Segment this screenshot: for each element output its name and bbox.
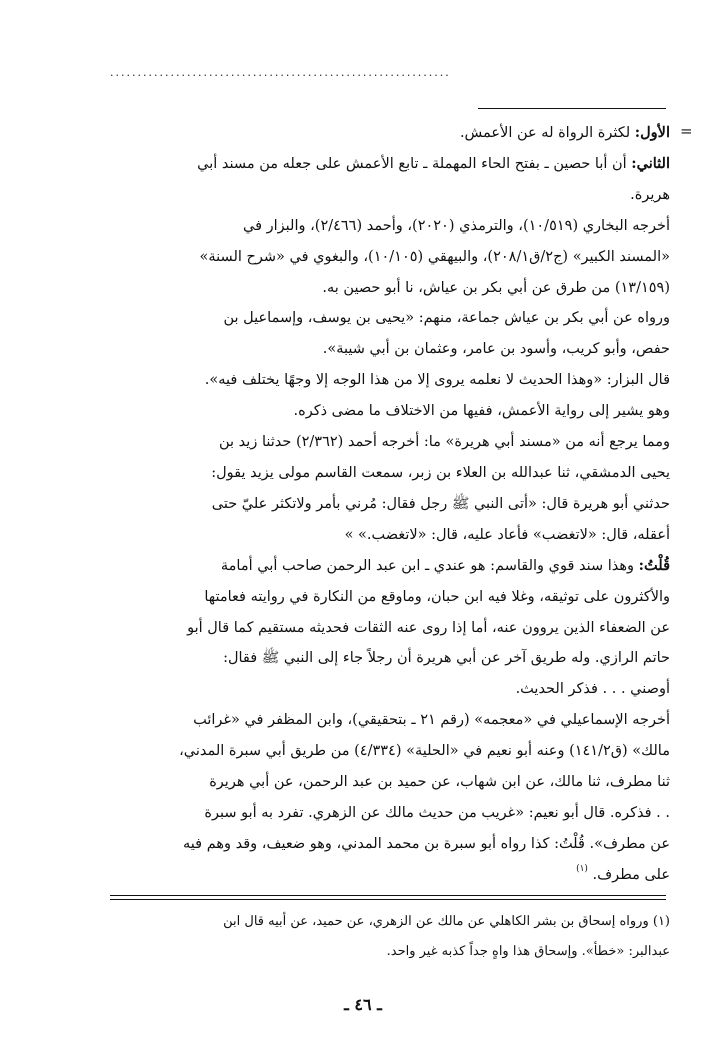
footnote-line: (١) ورواه إسحاق بن بشر الكاهلي عن مالك عن الزهري، عن حميد، عن أبيه قال ابن — [223, 914, 670, 929]
text-line: وهو يشير إلى رواية الأعمش، ففيها من الاختلاف ما مضى ذكره. — [293, 403, 670, 420]
footnote-separator-bottom — [110, 899, 666, 900]
text-line: قُلْتُ: وهذا سند قوي والقاسم: هو عندي ـ ابن عبد الرحمن صاحب أبي أمامة — [220, 556, 670, 574]
text-line: هريرة. — [630, 186, 670, 203]
text-line: «المسند الكبير» (ج٢/ق٢٠٨/١)، والبيهقي (١٠/١٠٥)، والبغوي في «شرح السنة» — [199, 248, 670, 265]
text-line: ثنا مطرف، ثنا مالك، عن ابن شهاب، عن حميد بن عبد الرحمن، عن أبي هريرة — [209, 774, 670, 791]
text-line: حدثني أبو هريرة قال: «أتى النبي ﷺ رجل فقال: مُرني بأمر ولاتكثر عليّ حتى — [211, 495, 670, 512]
text-line: على مطرف. $^{(١)}$ — [576, 863, 670, 883]
text-line: عن الضعفاء الذين يروون عنه، أما إذا روى عنه الثقات فحديثه مستقيم كما قال أبو — [187, 619, 670, 636]
text-line: أخرجه البخاري (١٠/٥١٩)، والترمذي (٢٠٢٠)، وأحمد (٢/٤٦٦)، والبزار في — [243, 217, 670, 234]
continuation-marker: = — [680, 122, 693, 140]
footnote — [100, 907, 670, 967]
text-line: حفص، وأبو كريب، وأسود بن عامر، وعثمان بن أبي شيبة». — [322, 341, 670, 358]
text-line: عن مطرف». قُلْتُ: كذا رواه أبو سبرة بن محمد المدني، وهو ضعيف، وقد وهم فيه — [183, 835, 670, 852]
text-line: قال البزار: «وهذا الحديث لا نعلمه يروى إلا من هذا الوجه إلا وجهًا يختلف فيه». — [204, 372, 670, 389]
text-line: أوصني . . . فذكر الحديث. — [515, 681, 670, 698]
text-line: . . فذكره. قال أبو نعيم: «غريب من حديث مالك عن الزهري. تفرد به أبو سبرة — [204, 804, 670, 821]
header-rule — [478, 108, 666, 109]
text-line: (١٣/١٥٩) من طرق عن أبي بكر بن عياش، نا أبو حصين به. — [322, 279, 670, 296]
main-text — [100, 118, 670, 893]
text-line: مالك» (ق١٤١/٢) وعنه أبو نعيم في «الحلية» (٤/٣٣٤) من طريق أبي سبرة المدني، — [179, 743, 670, 760]
footnote-line: عبدالبر: «خطأ». وإسحاق هذا واهٍ جداً كذبه غير واحد. — [386, 944, 670, 959]
footnote-separator-top — [110, 895, 666, 896]
text-line: حاتم الرازي. وله طريق آخر عن أبي هريرة أن رجلاً جاء إلى النبي ﷺ فقال: — [223, 650, 670, 667]
header-dotted-line: .............................................................. — [110, 66, 451, 79]
text-line: أعقله، قال: «لاتغضب» فأعاد عليه، قال: «لاتغضب.» » — [344, 526, 670, 543]
text-line: يحيى الدمشقي، ثنا عبدالله بن العلاء بن زبر، سمعت القاسم مولى يزيد يقول: — [211, 464, 670, 481]
text-line: أخرجه الإسماعيلي في «معجمه» (رقم ٢١ ـ بتحقيقي)، وابن المظفر في «غرائب — [193, 712, 670, 729]
text-line: والأكثرون على توثيقه، وغلا فيه ابن حبان، وماوقع من النكارة في روايته فعامتها — [204, 588, 670, 605]
footnote-reference: (١) — [576, 863, 588, 874]
text-line: الثاني: أن أبا حصين ـ بفتح الحاء المهملة ـ تابع الأعمش على جعله من مسند أبي — [197, 154, 670, 172]
text-line: ورواه عن أبي بكر بن عياش جماعة، منهم: «يحيى بن يوسف، وإسماعيل بن — [223, 310, 670, 327]
page-number: ـ ٤٦ ـ — [344, 995, 382, 1014]
text-line: ومما يرجع أنه من «مسند أبي هريرة» ما: أخرجه أحمد (٢/٣٦٢) حدثنا زيد بن — [219, 434, 670, 451]
text-line: الأول: لكثرة الرواة له عن الأعمش. — [459, 124, 670, 141]
